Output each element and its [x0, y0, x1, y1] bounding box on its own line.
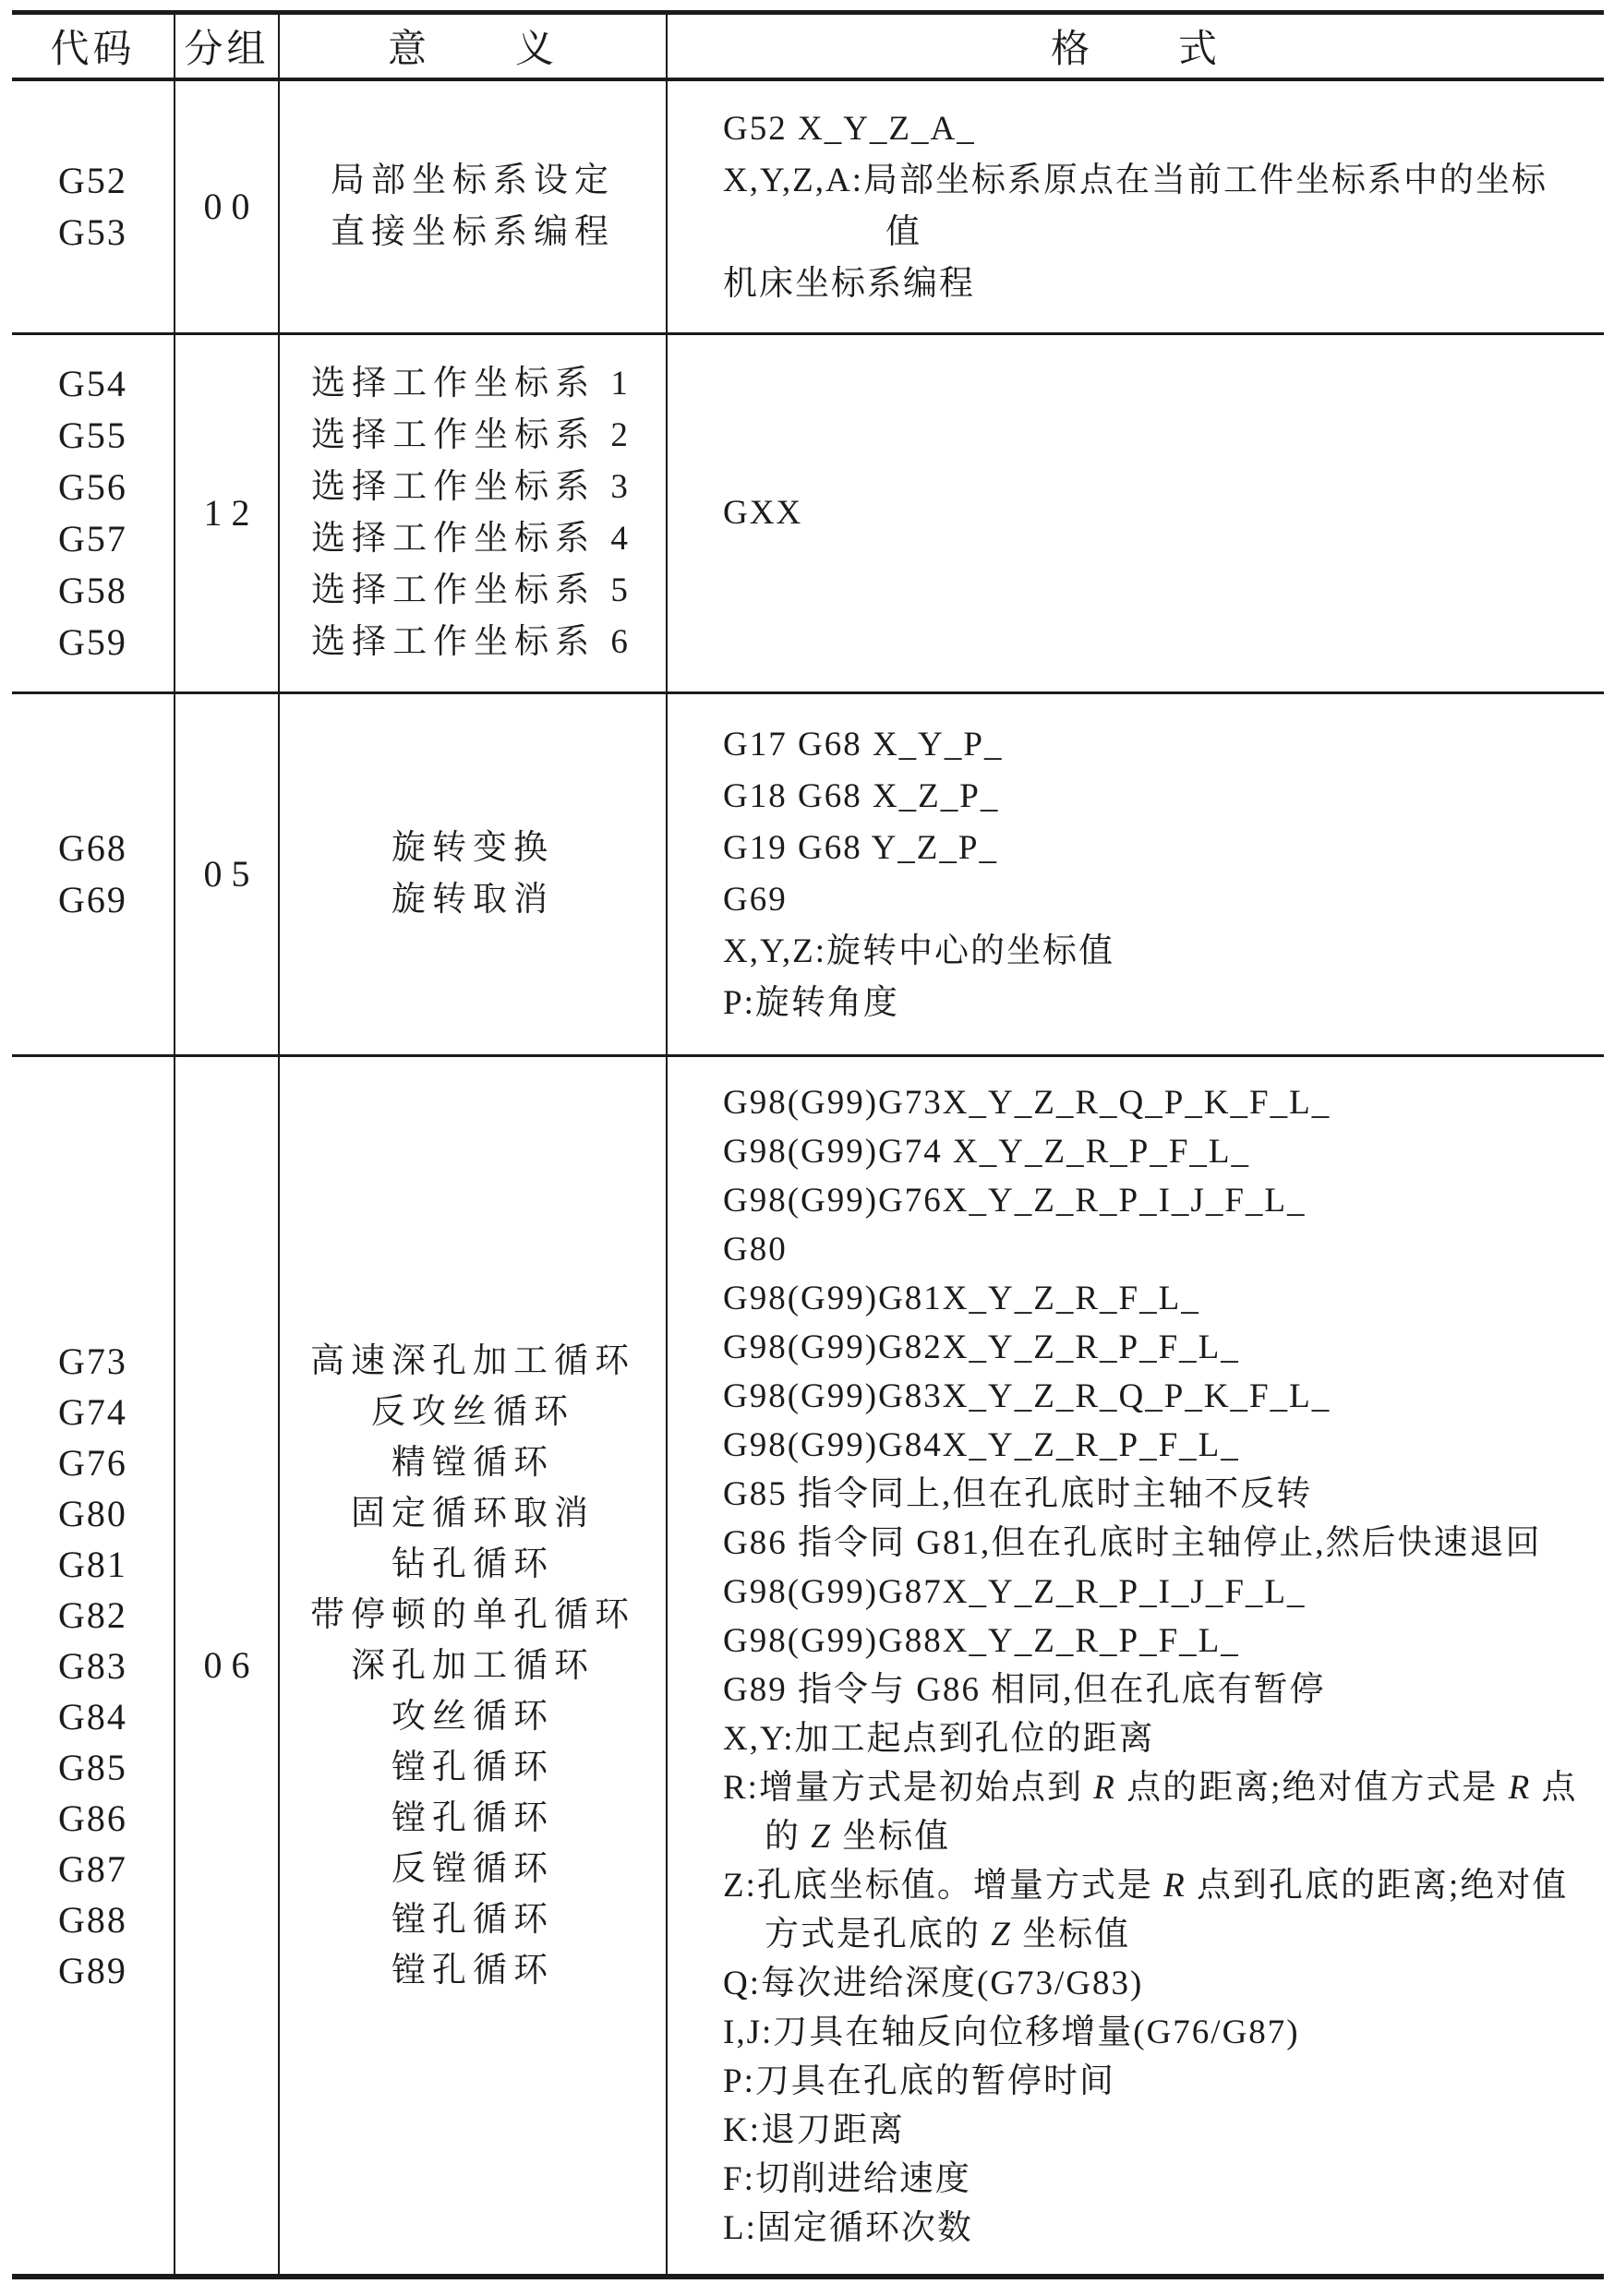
code-line: G56 [58, 466, 127, 508]
group-cell [175, 1057, 280, 2274]
format-text: G19 G68 Y_Z_P_ [723, 829, 998, 867]
format-line [723, 978, 899, 1029]
meaning-line: 选择工作坐标系 3 [311, 468, 634, 506]
format-line [723, 1714, 1155, 1763]
meaning-cell [280, 335, 668, 691]
format-text: G98(G99)G76X_Y_Z_R_P_I_J_F_L_ [723, 1182, 1307, 1220]
code-line: G88 [58, 1898, 127, 1941]
meaning-line: 镗孔循环 [391, 1798, 554, 1837]
code-line: G59 [58, 621, 127, 663]
format-line [723, 487, 802, 539]
format-text: 点的距离;绝对值方式是 [1115, 1769, 1509, 1807]
format-cell [668, 1057, 1604, 2274]
table-row [12, 1057, 1604, 2274]
meaning-line: 旋转变换 [391, 829, 554, 867]
meaning-line: 选择工作坐标系 6 [311, 623, 634, 661]
format-line [723, 1763, 1577, 1812]
code-line: G89 [58, 1949, 127, 1991]
code-line: G57 [58, 518, 127, 559]
format-line [723, 2204, 973, 2253]
format-line [723, 1372, 1331, 1421]
format-text: R:增量方式是初始点到 [723, 1769, 1094, 1807]
header-group: 分组 [175, 15, 280, 78]
format-line [723, 103, 976, 155]
group-cell [175, 335, 280, 691]
group-value: 06 [203, 1644, 259, 1686]
group-cell [175, 81, 280, 332]
format-text: G89 指令与 G86 相同,但在孔底有暂停 [723, 1671, 1326, 1709]
format-text: G98(G99)G74 X_Y_Z_R_P_F_L_ [723, 1133, 1251, 1171]
format-text: Q:每次进给深度(G73/G83) [723, 1965, 1144, 2002]
format-text: X,Y,Z:旋转中心的坐标值 [723, 932, 1115, 970]
code-line: G73 [58, 1340, 127, 1382]
format-cell [668, 81, 1604, 332]
format-text: G98(G99)G87X_Y_Z_R_P_I_J_F_L_ [723, 1573, 1307, 1611]
code-line: G87 [58, 1847, 127, 1890]
meaning-line: 镗孔循环 [391, 1951, 554, 1989]
format-line [723, 926, 1114, 978]
format-text: K:退刀距离 [723, 2111, 905, 2149]
meaning-line: 反攻丝循环 [371, 1392, 574, 1431]
format-text: 的 [765, 1818, 812, 1856]
format-line [723, 2008, 1300, 2057]
format-line [723, 1519, 1541, 1568]
format-text: G86 指令同 G81,但在孔底时主轴停止,然后快速退回 [723, 1524, 1542, 1562]
meaning-line: 深孔加工循环 [351, 1646, 595, 1685]
meaning-line: 攻丝循环 [391, 1697, 554, 1736]
code-line: G76 [58, 1441, 127, 1484]
format-line [723, 1959, 1143, 2008]
table-body [12, 81, 1604, 2274]
code-line: G55 [58, 415, 127, 456]
code-line: G54 [58, 363, 127, 404]
format-text: 方式是孔底的 [765, 1916, 992, 1953]
format-text: 坐标值 [1011, 1916, 1131, 1953]
format-line [723, 207, 921, 258]
format-cell [668, 694, 1604, 1054]
code-line: G68 [58, 827, 127, 869]
format-line [723, 2106, 905, 2155]
header-code: 代码 [12, 15, 175, 78]
meaning-line: 反镗循环 [391, 1849, 554, 1888]
format-text: 值 [885, 213, 921, 251]
format-line [723, 771, 999, 823]
format-line [723, 1861, 1568, 1910]
code-line: G74 [58, 1390, 127, 1433]
header-format: 格 式 [1050, 29, 1221, 71]
code-line: G52 [58, 160, 127, 201]
format-cell [668, 335, 1604, 691]
code-line: G80 [58, 1492, 127, 1534]
format-text: G98(G99)G83X_Y_Z_R_Q_P_K_F_L_ [723, 1377, 1331, 1415]
header-meaning: 意 义 [280, 15, 668, 78]
group-value: 00 [203, 186, 259, 227]
meaning-line: 选择工作坐标系 2 [311, 416, 634, 454]
format-text: Z:孔底坐标值。增量方式是 [723, 1867, 1164, 1905]
format-text: GXX [723, 494, 803, 532]
format-line [723, 1225, 788, 1274]
meaning-line: 镗孔循环 [391, 1900, 554, 1939]
code-line: G58 [58, 570, 127, 611]
format-text: P:旋转角度 [723, 984, 899, 1022]
format-line [723, 2155, 971, 2204]
meaning-line: 带停顿的单孔循环 [310, 1595, 635, 1634]
format-line [723, 874, 788, 926]
meaning-line: 选择工作坐标系 1 [311, 365, 634, 403]
group-cell [175, 694, 280, 1054]
meaning-cell [280, 694, 668, 1054]
group-value: 05 [203, 853, 259, 895]
format-text: X,Y,Z,A:局部坐标系原点在当前工件坐标系中的坐标 [723, 162, 1548, 199]
code-line: G69 [58, 879, 127, 920]
format-text: G69 [723, 881, 788, 919]
format-text: 点到孔底的距离;绝对值 [1186, 1867, 1569, 1905]
meaning-line: 精镗循环 [391, 1443, 554, 1482]
meaning-line: 选择工作坐标系 4 [311, 520, 634, 558]
code-line: G81 [58, 1543, 127, 1585]
format-text: L:固定循环次数 [723, 2209, 973, 2247]
meaning-line: 钻孔循环 [391, 1545, 554, 1583]
meaning-line: 选择工作坐标系 5 [311, 571, 634, 609]
format-text: G17 G68 X_Y_P_ [723, 726, 1004, 763]
format-line [723, 719, 1003, 771]
format-text: G98(G99)G81X_Y_Z_R_F_L_ [723, 1280, 1200, 1317]
format-text: P:刀具在孔底的暂停时间 [723, 2062, 1115, 2100]
table-row [12, 81, 1604, 335]
format-text: 机床坐标系编程 [723, 265, 975, 303]
code-cell [12, 335, 175, 691]
format-text: G98(G99)G82X_Y_Z_R_P_F_L_ [723, 1328, 1240, 1366]
format-text: 坐标值 [831, 1818, 951, 1856]
code-line: G53 [58, 211, 127, 253]
format-text: X,Y:加工起点到孔位的距离 [723, 1720, 1155, 1758]
code-line: G83 [58, 1644, 127, 1687]
format-line [723, 1617, 1240, 1665]
format-line [723, 1274, 1200, 1323]
format-line [723, 2057, 1115, 2106]
meaning-line: 高速深孔加工循环 [310, 1341, 635, 1380]
format-text: G18 G68 X_Z_P_ [723, 777, 1000, 815]
code-cell [12, 1057, 175, 2274]
code-cell [12, 694, 175, 1054]
format-line [723, 823, 998, 874]
format-line [723, 1323, 1240, 1372]
format-text: F:切削进给速度 [723, 2160, 971, 2198]
format-text: G98(G99)G84X_Y_Z_R_P_F_L_ [723, 1426, 1240, 1464]
format-text: G98(G99)G88X_Y_Z_R_P_F_L_ [723, 1622, 1240, 1660]
gcode-table [12, 10, 1604, 2279]
format-line [723, 1127, 1250, 1176]
format-line [723, 1665, 1325, 1714]
variable-letter: Z [991, 1916, 1012, 1953]
meaning-line: 局部坐标系设定 [331, 162, 615, 199]
table-row [12, 694, 1604, 1057]
format-line [723, 258, 975, 310]
variable-letter: R [1508, 1769, 1532, 1807]
meaning-line: 直接坐标系编程 [331, 213, 615, 251]
format-text: G98(G99)G73X_Y_Z_R_Q_P_K_F_L_ [723, 1084, 1331, 1122]
code-line: G86 [58, 1797, 127, 1839]
format-text: G85 指令同上,但在孔底时主轴不反转 [723, 1475, 1313, 1513]
variable-letter: R [1093, 1769, 1116, 1807]
format-line [723, 1421, 1240, 1470]
meaning-cell [280, 1057, 668, 2274]
format-line [723, 1812, 950, 1861]
code-cell [12, 81, 175, 332]
format-text: 点 [1531, 1769, 1578, 1807]
meaning-line: 固定循环取消 [351, 1494, 595, 1533]
format-line [723, 1910, 1130, 1959]
format-text: G80 [723, 1231, 788, 1268]
variable-letter: R [1163, 1867, 1186, 1905]
format-text: I,J:刀具在轴反向位移增量(G76/G87) [723, 2014, 1300, 2051]
meaning-line: 镗孔循环 [391, 1748, 554, 1786]
format-line [723, 1470, 1312, 1519]
meaning-line: 旋转取消 [391, 881, 554, 919]
group-value: 12 [203, 492, 259, 534]
table-row [12, 335, 1604, 694]
format-line [723, 1176, 1307, 1225]
variable-letter: Z [811, 1818, 832, 1856]
format-text: G52 X_Y_Z_A_ [723, 110, 976, 148]
format-line [723, 1568, 1307, 1617]
code-line: G85 [58, 1746, 127, 1788]
code-line: G84 [58, 1695, 127, 1737]
table-header-row [12, 15, 1604, 81]
code-line: G82 [58, 1593, 127, 1636]
format-line [723, 1078, 1331, 1127]
format-line [723, 155, 1548, 207]
meaning-cell [280, 81, 668, 332]
